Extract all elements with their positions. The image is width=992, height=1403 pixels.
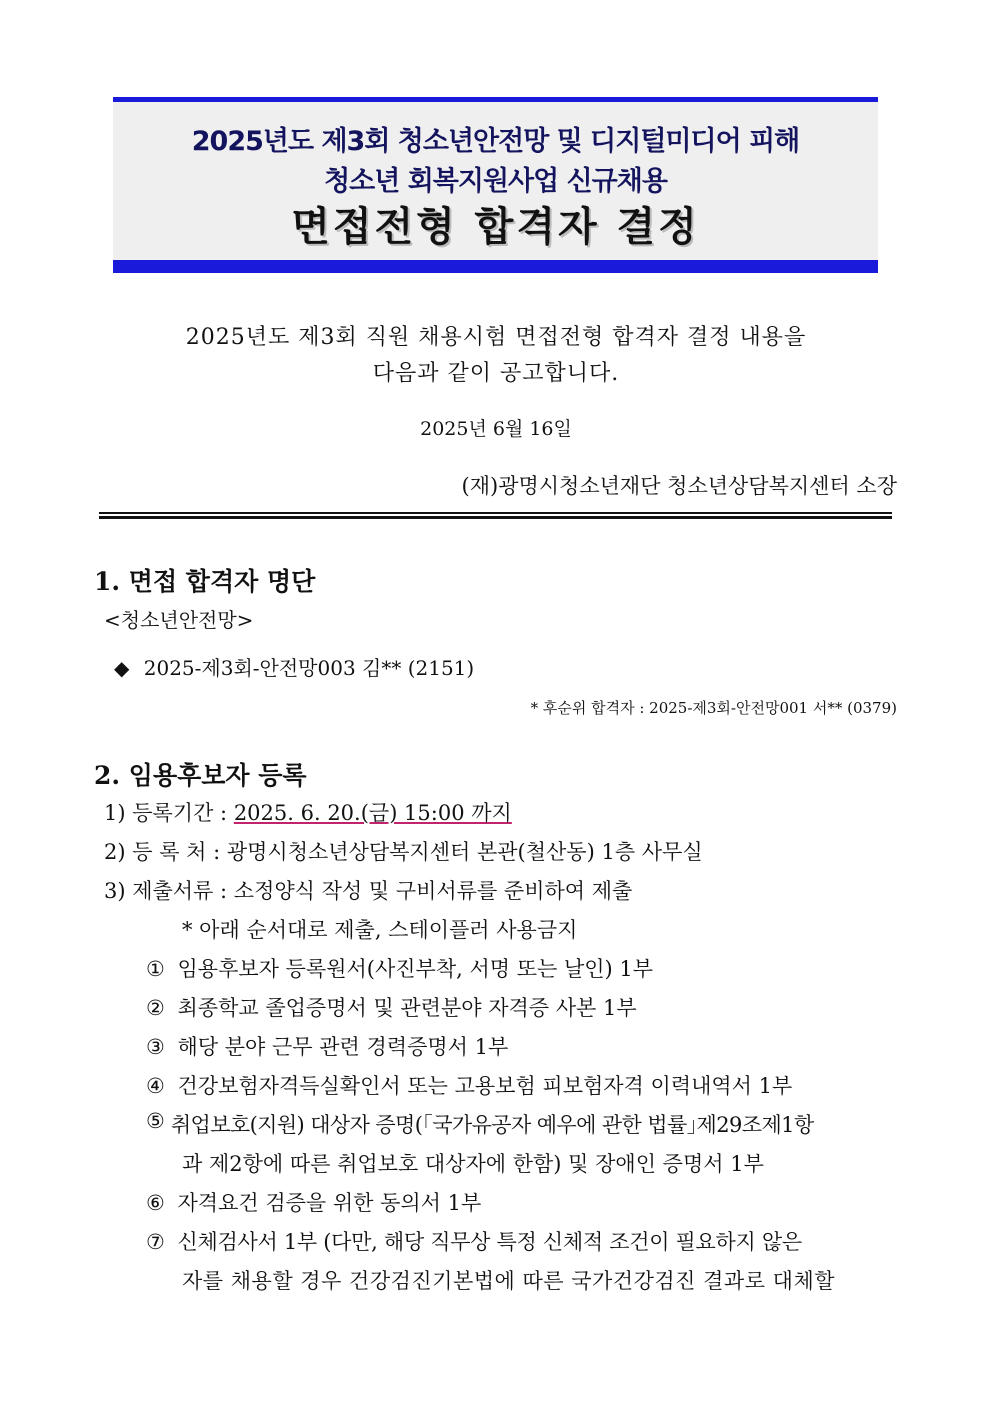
category-label: <청소년안전망>: [104, 608, 254, 632]
doc-item-number: ⑥: [146, 1191, 165, 1215]
doc-item-text: 신체검사서 1부 (다만, 해당 직무상 특정 신체적 조건이 필요하지 않은: [177, 1230, 802, 1254]
doc-item: [146, 1070, 792, 1100]
diamond-bullet-icon: ◆: [114, 656, 130, 680]
registration-place: 2) 등 록 처 : 광명시청소년상담복지센터 본관(철산동) 1층 사무실: [104, 840, 703, 864]
doc-item-continuation: 자를 채용할 경우 건강검진기본법에 따른 국가건강검진 결과로 대체할: [182, 1269, 836, 1293]
doc-item-number: ⑤: [146, 1109, 165, 1133]
registration-period: [104, 797, 512, 827]
announcement-date: 2025년 6월 16일: [420, 418, 572, 440]
period-label: 1) 등록기간 :: [104, 801, 234, 825]
doc-item-number: ①: [146, 957, 165, 981]
passer-text: 2025-제3회-안전망003 김** (2151): [143, 656, 475, 680]
banner-top-bar: [113, 97, 878, 102]
intro-line1: 2025년도 제3회 직원 채용시험 면접전형 합격자 결정 내용을: [185, 325, 807, 350]
signature: (재)광명시청소년재단 청소년상담복지센터 소장: [461, 474, 897, 498]
submission-docs: 3) 제출서류 : 소정양식 작성 및 구비서류를 준비하여 제출: [104, 879, 633, 903]
doc-item: [146, 1187, 481, 1217]
doc-item-text: 건강보험자격득실확인서 또는 고용보험 피보험자격 이력내역서 1부: [177, 1074, 793, 1098]
doc-item: [146, 992, 637, 1022]
doc-item-text: 임용후보자 등록원서(사진부착, 서명 또는 날인) 1부: [177, 957, 654, 981]
doc-item: [146, 1226, 898, 1256]
double-rule-bottom: [99, 516, 892, 519]
doc-item-number: ④: [146, 1074, 165, 1098]
docs-note: * 아래 순서대로 제출, 스테이플러 사용금지: [182, 918, 578, 942]
doc-item-text: 취업보호(지원) 대상자 증명(｢국가유공자 예우에 관한 법률｣제29조제1항: [170, 1113, 814, 1137]
title-banner: [113, 97, 878, 273]
passer-item: [114, 652, 474, 681]
doc-item-number: ⑦: [146, 1230, 165, 1254]
doc-item-number: ③: [146, 1035, 165, 1059]
banner-title-line2: 청소년 회복지원사업 신규채용: [324, 166, 667, 197]
doc-item-text: 최종학교 졸업증명서 및 관련분야 자격증 사본 1부: [177, 996, 637, 1020]
doc-item-text: 자격요건 검증을 위한 동의서 1부: [177, 1191, 482, 1215]
period-value: 2025. 6. 20.(금) 15:00 까지: [233, 801, 512, 825]
banner-bottom-bar: [113, 260, 878, 273]
section1-title: 1. 면접 합격자 명단: [94, 567, 316, 596]
doc-item-number: ②: [146, 996, 165, 1020]
banner-title-line1: 2025년도 제3회 청소년안전망 및 디지털미디어 피해: [191, 126, 800, 157]
double-rule-top: [99, 512, 892, 514]
doc-item-text: 해당 분야 근무 관련 경력증명서 1부: [177, 1035, 509, 1059]
intro-line2: 다음과 같이 공고합니다.: [372, 361, 620, 386]
banner-main-title: 면접전형 합격자 결정: [291, 204, 700, 250]
doc-item: [146, 1109, 898, 1139]
doc-item-continuation: 과 제2항에 따른 취업보호 대상자에 한함) 및 장애인 증명서 1부: [182, 1152, 764, 1176]
doc-item: [146, 1031, 508, 1061]
section2-title: 2. 임용후보자 등록: [94, 761, 307, 790]
reserve-passer-note: * 후순위 합격자 : 2025-제3회-안전망001 서** (0379): [530, 699, 897, 717]
doc-item: [146, 953, 653, 983]
